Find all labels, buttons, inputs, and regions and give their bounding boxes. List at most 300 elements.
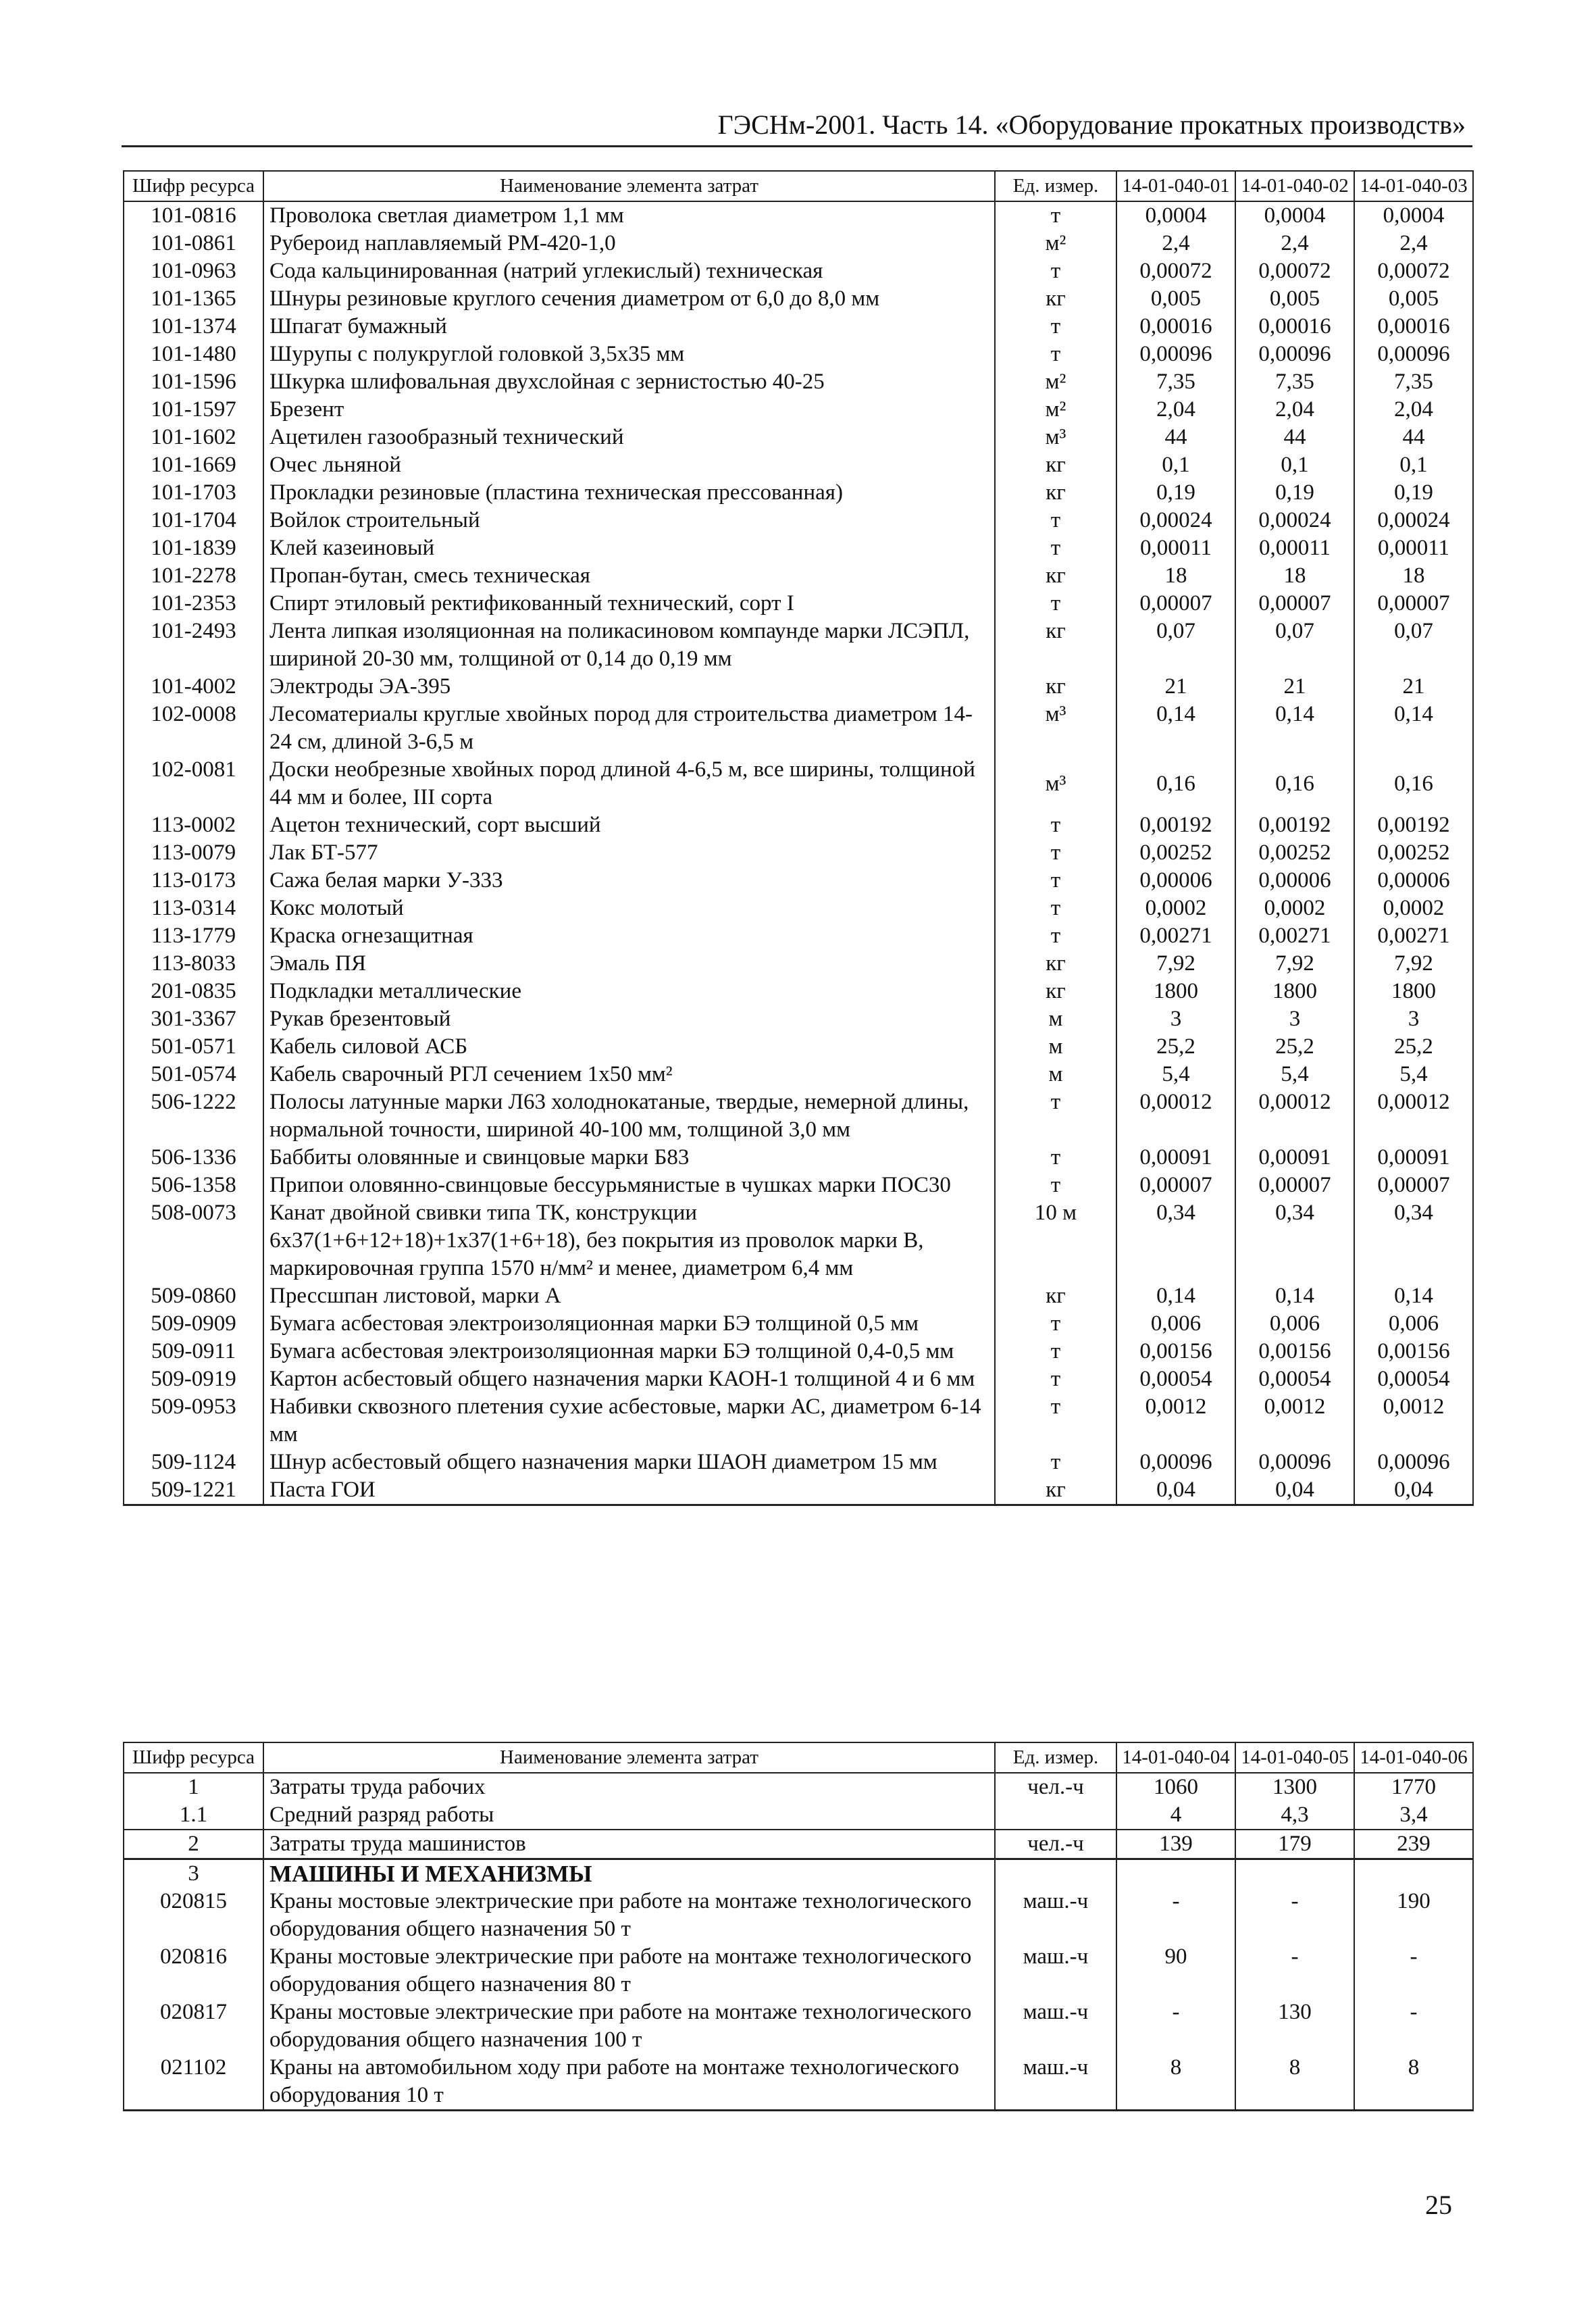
header-name: Наименование элемента затрат xyxy=(263,1742,995,1773)
resource-unit: т xyxy=(995,922,1116,950)
value-col-1: 5,4 xyxy=(1116,1061,1235,1088)
resource-name: Лесоматериалы круглые хвойных пород для строительства диаметром 14-24 см, длиной 3-6,5 м xyxy=(263,701,995,756)
value-col-2: 179 xyxy=(1235,1830,1354,1859)
resource-unit: кг xyxy=(995,950,1116,978)
running-header: ГЭСНм-2001. Часть 14. «Оборудование прокатных производств» xyxy=(717,109,1466,140)
value-col-2: 3 xyxy=(1235,1005,1354,1033)
table-row xyxy=(124,839,1473,867)
resource-code: 101-0963 xyxy=(124,257,263,285)
value-col-2: 0,0004 xyxy=(1235,201,1354,230)
table-row xyxy=(124,1005,1473,1033)
table-row xyxy=(124,895,1473,922)
table-row xyxy=(124,590,1473,618)
value-col-2: 0,07 xyxy=(1235,618,1354,673)
value-col-3: 0,005 xyxy=(1354,285,1473,313)
header-unit: Ед. измер. xyxy=(995,1742,1116,1773)
resource-code: 101-0816 xyxy=(124,201,263,230)
resource-unit: т xyxy=(995,313,1116,341)
value-col-3: - xyxy=(1354,1943,1473,1998)
value-col-1: 2,4 xyxy=(1116,230,1235,257)
value-col-2: 0,00252 xyxy=(1235,839,1354,867)
value-col-2: 0,00007 xyxy=(1235,1172,1354,1199)
value-col-2: 44 xyxy=(1235,424,1354,451)
header-col-2: 14-01-040-05 xyxy=(1235,1742,1354,1773)
value-col-2: - xyxy=(1235,1888,1354,1943)
resource-unit: т xyxy=(995,1365,1116,1393)
resource-code: 101-1596 xyxy=(124,368,263,396)
value-col-3: 18 xyxy=(1354,562,1473,590)
resource-code: 101-2353 xyxy=(124,590,263,618)
resource-code: 113-0314 xyxy=(124,895,263,922)
resource-unit: т xyxy=(995,895,1116,922)
value-col-2: 0,00024 xyxy=(1235,507,1354,534)
resource-name: Набивки сквозного плетения сухие асбестовые, марки АС, диаметром 6-14 мм xyxy=(263,1393,995,1449)
value-col-3: 0,00156 xyxy=(1354,1338,1473,1365)
resource-name: Припои оловянно-свинцовые бессурьмянистые в чушках марки ПОС30 xyxy=(263,1172,995,1199)
resource-name: Кабель силовой АСБ xyxy=(263,1033,995,1061)
value-col-3: 0,34 xyxy=(1354,1199,1473,1282)
value-col-2: 0,0002 xyxy=(1235,895,1354,922)
table-row xyxy=(124,479,1473,507)
resource-unit: м³ xyxy=(995,701,1116,756)
resource-code: 020815 xyxy=(124,1888,263,1943)
table-row xyxy=(124,1365,1473,1393)
resource-name: МАШИНЫ И МЕХАНИЗМЫ xyxy=(263,1859,995,1888)
value-col-2: 0,00072 xyxy=(1235,257,1354,285)
table-row xyxy=(124,756,1473,811)
table-row xyxy=(124,2054,1473,2111)
resource-name: Шурупы с полукруглой головкой 3,5х35 мм xyxy=(263,341,995,368)
resource-name: Сода кальцинированная (натрий углекислый) техническая xyxy=(263,257,995,285)
table-row xyxy=(124,1033,1473,1061)
value-col-1: 4 xyxy=(1116,1801,1235,1830)
resource-code: 506-1358 xyxy=(124,1172,263,1199)
table-row xyxy=(124,1144,1473,1172)
table-row xyxy=(124,1888,1473,1943)
resource-unit: м xyxy=(995,1005,1116,1033)
value-col-3: 5,4 xyxy=(1354,1061,1473,1088)
value-col-1: - xyxy=(1116,1888,1235,1943)
resource-name: Кокс молотый xyxy=(263,895,995,922)
value-col-3: 0,00096 xyxy=(1354,1449,1473,1476)
resource-name: Сажа белая марки У-333 xyxy=(263,867,995,895)
resource-unit: т xyxy=(995,1172,1116,1199)
table-row xyxy=(124,368,1473,396)
resource-code: 101-1703 xyxy=(124,479,263,507)
resource-code: 020816 xyxy=(124,1943,263,1998)
header-col-1: 14-01-040-04 xyxy=(1116,1742,1235,1773)
resource-name: Брезент xyxy=(263,396,995,424)
table-row xyxy=(124,1282,1473,1310)
value-col-3: 0,0012 xyxy=(1354,1393,1473,1449)
table-row xyxy=(124,867,1473,895)
resource-unit: 10 м xyxy=(995,1199,1116,1282)
value-col-1: 0,00096 xyxy=(1116,1449,1235,1476)
resource-name: Пропан-бутан, смесь техническая xyxy=(263,562,995,590)
resource-code: 509-1124 xyxy=(124,1449,263,1476)
value-col-3: 8 xyxy=(1354,2054,1473,2111)
value-col-2: 0,1 xyxy=(1235,451,1354,479)
resource-code: 2 xyxy=(124,1830,263,1859)
resource-code: 101-1480 xyxy=(124,341,263,368)
value-col-1: 0,00091 xyxy=(1116,1144,1235,1172)
table-header-row xyxy=(124,1742,1473,1773)
resource-unit: т xyxy=(995,1144,1116,1172)
resource-code: 506-1222 xyxy=(124,1088,263,1144)
value-col-2: 130 xyxy=(1235,1998,1354,2054)
value-col-3 xyxy=(1354,1859,1473,1888)
resource-code: 101-1365 xyxy=(124,285,263,313)
resource-name: Затраты труда рабочих xyxy=(263,1773,995,1801)
value-col-2: 0,34 xyxy=(1235,1199,1354,1282)
value-col-1: 0,006 xyxy=(1116,1310,1235,1338)
value-col-3: 0,00012 xyxy=(1354,1088,1473,1144)
resource-name: Ацетилен газообразный технический xyxy=(263,424,995,451)
value-col-2: 0,00006 xyxy=(1235,867,1354,895)
value-col-3: 25,2 xyxy=(1354,1033,1473,1061)
value-col-1: 3 xyxy=(1116,1005,1235,1033)
value-col-2: 18 xyxy=(1235,562,1354,590)
table-row xyxy=(124,313,1473,341)
resource-unit: м² xyxy=(995,396,1116,424)
value-col-2: 0,0012 xyxy=(1235,1393,1354,1449)
resource-name: Средний разряд работы xyxy=(263,1801,995,1830)
value-col-3: 21 xyxy=(1354,673,1473,701)
table-row xyxy=(124,1998,1473,2054)
value-col-3: 190 xyxy=(1354,1888,1473,1943)
value-col-3: 0,00006 xyxy=(1354,867,1473,895)
value-col-1: 0,00007 xyxy=(1116,1172,1235,1199)
resource-unit: кг xyxy=(995,978,1116,1005)
value-col-2: 0,00016 xyxy=(1235,313,1354,341)
value-col-3: 0,00091 xyxy=(1354,1144,1473,1172)
value-col-1: 0,00096 xyxy=(1116,341,1235,368)
value-col-1: 21 xyxy=(1116,673,1235,701)
table-row xyxy=(124,1393,1473,1449)
value-col-1: 0,0002 xyxy=(1116,895,1235,922)
resource-name: Шкурка шлифовальная двухслойная с зернистостью 40-25 xyxy=(263,368,995,396)
resource-name: Доски необрезные хвойных пород длиной 4-6,5 м, все ширины, толщиной 44 мм и более, III сорта xyxy=(263,756,995,811)
resource-code: 102-0008 xyxy=(124,701,263,756)
value-col-3: 0,0004 xyxy=(1354,201,1473,230)
page-number: 25 xyxy=(1425,2190,1452,2220)
value-col-1: 8 xyxy=(1116,2054,1235,2111)
value-col-1: 7,92 xyxy=(1116,950,1235,978)
value-col-1: 0,19 xyxy=(1116,479,1235,507)
resource-code: 101-2493 xyxy=(124,618,263,673)
resource-name: Краска огнезащитная xyxy=(263,922,995,950)
table-row xyxy=(124,257,1473,285)
value-col-1: 0,00006 xyxy=(1116,867,1235,895)
header-name: Наименование элемента затрат xyxy=(263,171,995,201)
resource-name: Краны мостовые электрические при работе на монтаже технологического оборудования общего назначения 50 т xyxy=(263,1888,995,1943)
header-code: Шифр ресурса xyxy=(124,171,263,201)
value-col-1: 44 xyxy=(1116,424,1235,451)
resource-unit: т xyxy=(995,534,1116,562)
table-header-row xyxy=(124,171,1473,201)
resource-name: Краны мостовые электрические при работе на монтаже технологического оборудования общего назначения 80 т xyxy=(263,1943,995,1998)
value-col-2: 21 xyxy=(1235,673,1354,701)
value-col-1: - xyxy=(1116,1998,1235,2054)
resource-code: 101-2278 xyxy=(124,562,263,590)
resource-unit: м² xyxy=(995,368,1116,396)
value-col-2: 0,006 xyxy=(1235,1310,1354,1338)
resource-name: Рубероид наплавляемый РМ-420-1,0 xyxy=(263,230,995,257)
table-row xyxy=(124,451,1473,479)
resource-name: Электроды ЭА-395 xyxy=(263,673,995,701)
resource-unit: т xyxy=(995,257,1116,285)
resource-unit: маш.-ч xyxy=(995,1888,1116,1943)
table-row xyxy=(124,424,1473,451)
table-row xyxy=(124,230,1473,257)
value-col-2: 1300 xyxy=(1235,1773,1354,1801)
table-row xyxy=(124,1338,1473,1365)
value-col-1: 0,14 xyxy=(1116,1282,1235,1310)
value-col-3: 2,04 xyxy=(1354,396,1473,424)
value-col-2: 0,00007 xyxy=(1235,590,1354,618)
resource-code: 509-1221 xyxy=(124,1476,263,1505)
resource-code: 113-8033 xyxy=(124,950,263,978)
table-row xyxy=(124,1773,1473,1801)
value-col-1: 1060 xyxy=(1116,1773,1235,1801)
table-row xyxy=(124,673,1473,701)
resource-name: Картон асбестовый общего назначения марки КАОН-1 толщиной 4 и 6 мм xyxy=(263,1365,995,1393)
header-col-3: 14-01-040-03 xyxy=(1354,171,1473,201)
header-col-2: 14-01-040-02 xyxy=(1235,171,1354,201)
resource-code: 113-1779 xyxy=(124,922,263,950)
resource-name: Затраты труда машинистов xyxy=(263,1830,995,1859)
resource-unit: т xyxy=(995,1338,1116,1365)
value-col-1: 7,35 xyxy=(1116,368,1235,396)
resource-unit: кг xyxy=(995,479,1116,507)
value-col-2 xyxy=(1235,1859,1354,1888)
resource-unit: кг xyxy=(995,451,1116,479)
resource-unit: кг xyxy=(995,1282,1116,1310)
resource-name: Эмаль ПЯ xyxy=(263,950,995,978)
value-col-2: 5,4 xyxy=(1235,1061,1354,1088)
resource-code: 1 xyxy=(124,1773,263,1801)
value-col-2: 7,92 xyxy=(1235,950,1354,978)
value-col-3: 0,1 xyxy=(1354,451,1473,479)
header-col-3: 14-01-040-06 xyxy=(1354,1742,1473,1773)
resource-code: 508-0073 xyxy=(124,1199,263,1282)
resources-table-2 xyxy=(123,1742,1474,2111)
value-col-2: 4,3 xyxy=(1235,1801,1354,1830)
resource-code: 101-1839 xyxy=(124,534,263,562)
table-row xyxy=(124,1172,1473,1199)
value-col-3: 2,4 xyxy=(1354,230,1473,257)
resource-name: Краны мостовые электрические при работе на монтаже технологического оборудования общего назначения 100 т xyxy=(263,1998,995,2054)
table-row xyxy=(124,1476,1473,1505)
resource-unit: м³ xyxy=(995,424,1116,451)
value-col-1: 90 xyxy=(1116,1943,1235,1998)
resource-name: Войлок строительный xyxy=(263,507,995,534)
table-row xyxy=(124,811,1473,839)
table-row xyxy=(124,922,1473,950)
resource-name: Бумага асбестовая электроизоляционная марки БЭ толщиной 0,4-0,5 мм xyxy=(263,1338,995,1365)
value-col-2: 0,04 xyxy=(1235,1476,1354,1505)
value-col-3: 0,00072 xyxy=(1354,257,1473,285)
resource-unit: кг xyxy=(995,562,1116,590)
value-col-1: 0,00024 xyxy=(1116,507,1235,534)
value-col-1: 0,16 xyxy=(1116,756,1235,811)
value-col-1: 0,00012 xyxy=(1116,1088,1235,1144)
resource-code: 509-0953 xyxy=(124,1393,263,1449)
value-col-3: 0,00024 xyxy=(1354,507,1473,534)
value-col-2: 1800 xyxy=(1235,978,1354,1005)
resource-code: 509-0911 xyxy=(124,1338,263,1365)
resource-unit: м² xyxy=(995,230,1116,257)
value-col-3: 0,16 xyxy=(1354,756,1473,811)
resource-name: Баббиты оловянные и свинцовые марки Б83 xyxy=(263,1144,995,1172)
table-row xyxy=(124,1449,1473,1476)
value-col-3: 0,00096 xyxy=(1354,341,1473,368)
resources-table-1 xyxy=(123,170,1474,1506)
table-row xyxy=(124,201,1473,230)
resource-unit: т xyxy=(995,201,1116,230)
value-col-3: 0,04 xyxy=(1354,1476,1473,1505)
resource-unit: кг xyxy=(995,285,1116,313)
value-col-2: - xyxy=(1235,1943,1354,1998)
value-col-3: 1770 xyxy=(1354,1773,1473,1801)
value-col-3: 0,00252 xyxy=(1354,839,1473,867)
table-row xyxy=(124,701,1473,756)
table-row xyxy=(124,341,1473,368)
resource-name: Лента липкая изоляционная на поликасиновом компаунде марки ЛСЭПЛ, шириной 20-30 мм, толщиной от 0,14 до 0,19 мм xyxy=(263,618,995,673)
value-col-3: 239 xyxy=(1354,1830,1473,1859)
table-row xyxy=(124,1310,1473,1338)
value-col-3: 0,00054 xyxy=(1354,1365,1473,1393)
value-col-2: 0,00091 xyxy=(1235,1144,1354,1172)
value-col-3: 0,14 xyxy=(1354,1282,1473,1310)
resource-unit: маш.-ч xyxy=(995,1998,1116,2054)
resource-code: 3 xyxy=(124,1859,263,1888)
resource-code: 101-1669 xyxy=(124,451,263,479)
value-col-3: 0,00192 xyxy=(1354,811,1473,839)
value-col-1: 0,00007 xyxy=(1116,590,1235,618)
value-col-3: 0,14 xyxy=(1354,701,1473,756)
value-col-3: 1800 xyxy=(1354,978,1473,1005)
table-row xyxy=(124,507,1473,534)
value-col-2: 0,14 xyxy=(1235,1282,1354,1310)
value-col-1: 0,07 xyxy=(1116,618,1235,673)
value-col-2: 0,16 xyxy=(1235,756,1354,811)
resource-name: Краны на автомобильном ходу при работе на монтаже технологического оборудования 10 т xyxy=(263,2054,995,2111)
table-row xyxy=(124,396,1473,424)
table-row xyxy=(124,1801,1473,1830)
value-col-1: 2,04 xyxy=(1116,396,1235,424)
resource-code: 509-0909 xyxy=(124,1310,263,1338)
table-row xyxy=(124,618,1473,673)
value-col-3: 0,00271 xyxy=(1354,922,1473,950)
value-col-1: 0,00072 xyxy=(1116,257,1235,285)
resource-unit: чел.-ч xyxy=(995,1830,1116,1859)
value-col-1: 18 xyxy=(1116,562,1235,590)
value-col-2: 0,00271 xyxy=(1235,922,1354,950)
value-col-1: 0,00054 xyxy=(1116,1365,1235,1393)
value-col-1: 0,00271 xyxy=(1116,922,1235,950)
value-col-3: 3,4 xyxy=(1354,1801,1473,1830)
value-col-3: 0,00007 xyxy=(1354,1172,1473,1199)
resource-unit: маш.-ч xyxy=(995,1943,1116,1998)
value-col-3: 44 xyxy=(1354,424,1473,451)
value-col-1: 0,0012 xyxy=(1116,1393,1235,1449)
value-col-1: 139 xyxy=(1116,1830,1235,1859)
resource-code: 113-0002 xyxy=(124,811,263,839)
resource-name: Рукав брезентовый xyxy=(263,1005,995,1033)
table-row xyxy=(124,1859,1473,1888)
value-col-1: 25,2 xyxy=(1116,1033,1235,1061)
header-unit: Ед. измер. xyxy=(995,171,1116,201)
resource-name: Шнур асбестовый общего назначения марки ШАОН диаметром 15 мм xyxy=(263,1449,995,1476)
resource-unit xyxy=(995,1859,1116,1888)
table-row xyxy=(124,562,1473,590)
resource-unit: т xyxy=(995,839,1116,867)
value-col-1: 0,00016 xyxy=(1116,313,1235,341)
value-col-1: 0,005 xyxy=(1116,285,1235,313)
resource-code: 501-0574 xyxy=(124,1061,263,1088)
header-col-1: 14-01-040-01 xyxy=(1116,171,1235,201)
value-col-2: 0,14 xyxy=(1235,701,1354,756)
value-col-1: 0,00156 xyxy=(1116,1338,1235,1365)
value-col-2: 2,4 xyxy=(1235,230,1354,257)
value-col-3: 0,006 xyxy=(1354,1310,1473,1338)
resource-unit: кг xyxy=(995,673,1116,701)
resource-name: Ацетон технический, сорт высший xyxy=(263,811,995,839)
resource-name: Бумага асбестовая электроизоляционная марки БЭ толщиной 0,5 мм xyxy=(263,1310,995,1338)
resource-code: 113-0079 xyxy=(124,839,263,867)
value-col-1: 0,00252 xyxy=(1116,839,1235,867)
resource-name: Клей казеиновый xyxy=(263,534,995,562)
value-col-2: 0,00096 xyxy=(1235,1449,1354,1476)
resource-unit: м³ xyxy=(995,756,1116,811)
value-col-3: 0,00011 xyxy=(1354,534,1473,562)
value-col-2: 0,00011 xyxy=(1235,534,1354,562)
resource-unit: т xyxy=(995,1393,1116,1449)
table-row xyxy=(124,1088,1473,1144)
table-row xyxy=(124,978,1473,1005)
resource-code: 101-0861 xyxy=(124,230,263,257)
table-body-2 xyxy=(124,1773,1473,2111)
value-col-3: 3 xyxy=(1354,1005,1473,1033)
value-col-1: 1800 xyxy=(1116,978,1235,1005)
value-col-2: 25,2 xyxy=(1235,1033,1354,1061)
resource-unit: т xyxy=(995,811,1116,839)
value-col-3: 0,00007 xyxy=(1354,590,1473,618)
resource-code: 101-1602 xyxy=(124,424,263,451)
resource-unit: т xyxy=(995,1310,1116,1338)
value-col-1: 0,00192 xyxy=(1116,811,1235,839)
resource-code: 101-1704 xyxy=(124,507,263,534)
value-col-2: 0,005 xyxy=(1235,285,1354,313)
value-col-3: 7,35 xyxy=(1354,368,1473,396)
resource-name: Лак БТ-577 xyxy=(263,839,995,867)
header-rule xyxy=(122,145,1472,147)
resource-name: Прокладки резиновые (пластина техническая прессованная) xyxy=(263,479,995,507)
value-col-2: 0,19 xyxy=(1235,479,1354,507)
value-col-1 xyxy=(1116,1859,1235,1888)
value-col-2: 0,00192 xyxy=(1235,811,1354,839)
resource-unit: кг xyxy=(995,1476,1116,1505)
value-col-2: 0,00012 xyxy=(1235,1088,1354,1144)
table-row xyxy=(124,534,1473,562)
table-body-1 xyxy=(124,201,1473,1505)
resource-unit: т xyxy=(995,341,1116,368)
value-col-2: 8 xyxy=(1235,2054,1354,2111)
resource-code: 1.1 xyxy=(124,1801,263,1830)
resource-name: Подкладки металлические xyxy=(263,978,995,1005)
resource-code: 101-4002 xyxy=(124,673,263,701)
